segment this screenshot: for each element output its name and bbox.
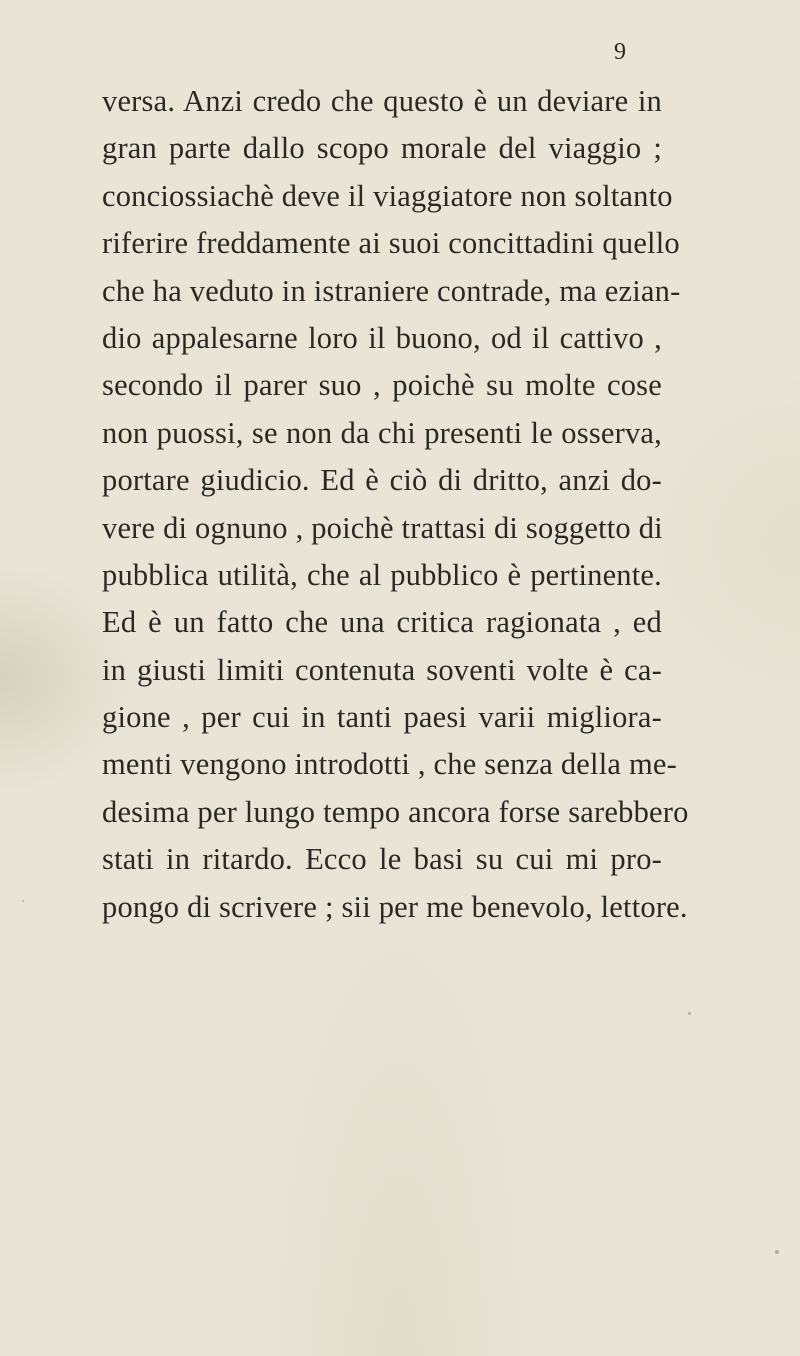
paper-speck — [22, 900, 24, 902]
text-line: pongo di scrivere ; sii per me benevolo, lettore. — [102, 889, 688, 924]
text-line: stati in ritardo. Ecco le basi su cui mi pro- — [102, 842, 662, 877]
text-line: che ha veduto in istraniere contrade, ma ezian- — [102, 273, 681, 308]
text-line: dio appalesarne loro il buono, od il cattivo , — [102, 320, 662, 355]
text-line: gione , per cui in tanti paesi varii migliora- — [102, 700, 662, 735]
text-line: versa. Anzi credo che questo è un deviare in — [102, 84, 662, 118]
text-line: conciossiachè deve il viaggiatore non soltanto — [102, 178, 673, 213]
text-line: gran parte dallo scopo morale del viaggio ; — [102, 131, 662, 166]
text-line: non puossi, se non da chi presenti le osserva, — [102, 415, 662, 450]
text-line: menti vengono introdotti , che senza della me- — [102, 747, 677, 782]
text-line: secondo il parer suo , poichè su molte cose — [102, 368, 662, 403]
body-text — [102, 78, 689, 931]
paper-speck — [775, 1250, 779, 1254]
paper-speck — [688, 1012, 691, 1015]
page-number: 9 — [614, 39, 626, 65]
text-line: portare giudicio. Ed è ciò di dritto, anzi do- — [102, 463, 662, 498]
text-line: vere di ognuno , poichè trattasi di soggetto di — [102, 510, 663, 545]
text-line: riferire freddamente ai suoi concittadini quello — [102, 226, 680, 261]
text-line: in giusti limiti contenuta soventi volte è ca- — [102, 652, 662, 687]
text-line: Ed è un fatto che una critica ragionata , ed — [102, 605, 662, 640]
text-line: pubblica utilità, che al pubblico è pertinente. — [102, 557, 662, 592]
text-line: desima per lungo tempo ancora forse sarebbero — [102, 794, 689, 829]
